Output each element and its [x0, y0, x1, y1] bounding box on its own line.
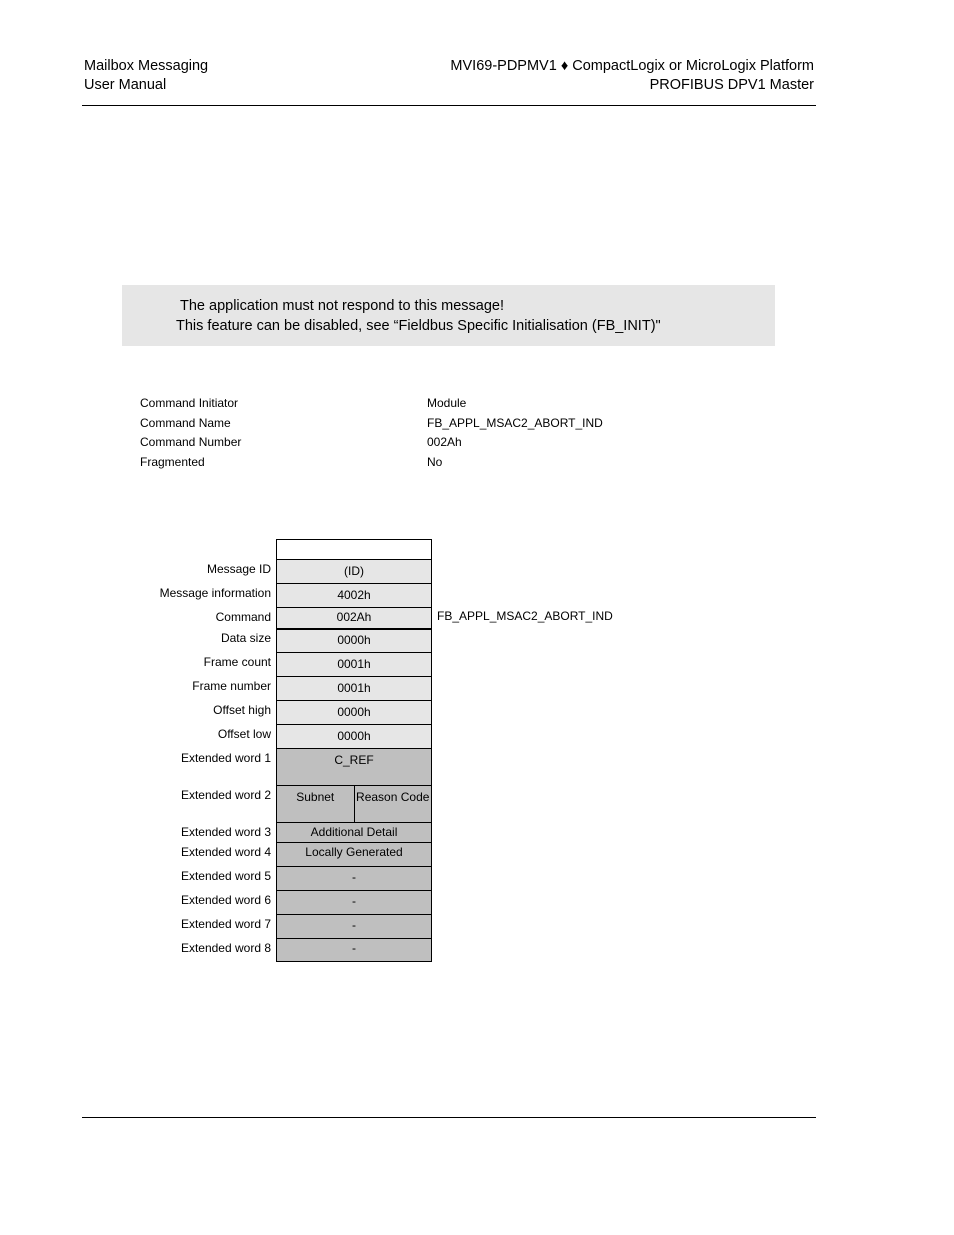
table-cell-message-information: 4002h	[277, 583, 431, 607]
note-line-2: This feature can be disabled, see “Fieldbus Specific Initialisation (FB_INIT)"	[176, 318, 661, 334]
row-label: Frame count	[203, 655, 271, 669]
table-cell-extended-word-6: -	[277, 890, 431, 914]
message-structure-table	[276, 539, 432, 962]
row-label: Extended word 6	[180, 893, 271, 907]
header-section-title: Mailbox Messaging	[84, 58, 209, 74]
table-cell-offset-low: 0000h	[277, 724, 431, 748]
row-label: Extended word 4	[180, 845, 271, 859]
row-label: Extended word 8	[180, 941, 271, 955]
row-label: Offset low	[217, 727, 271, 741]
property-value: Module	[427, 396, 467, 410]
row-label: Command	[215, 610, 271, 624]
property-value: FB_APPL_MSAC2_ABORT_IND	[427, 415, 603, 430]
table-cell-offset-high: 0000h	[277, 700, 431, 724]
property-row	[140, 414, 740, 434]
header-subtitle: PROFIBUS DPV1 Master	[649, 77, 814, 93]
property-key: Command Initiator	[140, 396, 239, 410]
table-cell-c-ref: C_REF	[277, 748, 431, 785]
row-label: Extended word 7	[180, 917, 271, 931]
header-doc-type: User Manual	[84, 77, 167, 93]
row-label: Message ID	[206, 562, 271, 576]
property-row	[140, 433, 740, 453]
row-label: Data size	[220, 631, 271, 645]
table-cell-extended-word-2	[277, 785, 431, 822]
row-label: Extended word 1	[180, 751, 271, 765]
header-product: MVI69-PDPMV1 ♦ CompactLogix or MicroLogix Platform	[450, 58, 814, 74]
table-cell-data-size: 0000h	[277, 628, 431, 652]
row-label: Offset high	[213, 703, 271, 717]
note-line-1: The application must not respond to this message!	[180, 298, 505, 314]
property-row	[140, 394, 740, 414]
table-header-cell	[277, 540, 431, 559]
property-key: Fragmented	[140, 454, 205, 469]
row-label: Extended word 3	[180, 825, 271, 839]
table-cell-extended-word-8: -	[277, 938, 431, 961]
property-row	[140, 453, 740, 473]
property-key: Command Name	[140, 415, 231, 430]
header-left	[84, 57, 208, 95]
command-properties	[140, 394, 740, 472]
table-cell-message-id: (ID)	[277, 559, 431, 583]
property-value: 002Ah	[427, 435, 462, 449]
header-right	[450, 57, 814, 95]
table-cell-extended-word-7: -	[277, 914, 431, 938]
table-cell-frame-count: 0001h	[277, 652, 431, 676]
table-cell-subnet: Subnet	[296, 790, 335, 804]
header-divider	[82, 105, 816, 106]
row-label: Message information	[159, 586, 271, 600]
row-label: Frame number	[192, 679, 271, 693]
table-cell-additional-detail: Additional Detail	[277, 822, 431, 842]
note-box	[122, 285, 775, 346]
table-cell-command: 002Ah	[277, 607, 431, 628]
table-cell-locally-generated: Locally Generated	[277, 842, 431, 866]
table-cell-frame-number: 0001h	[277, 676, 431, 700]
command-name-annotation: FB_APPL_MSAC2_ABORT_IND	[437, 609, 613, 623]
property-key: Command Number	[140, 435, 242, 449]
table-cell-extended-word-5: -	[277, 866, 431, 890]
row-label: Extended word 5	[180, 869, 271, 883]
footer-divider	[82, 1117, 816, 1118]
table-cell-reason-code: Reason Code	[354, 786, 432, 822]
row-label: Extended word 2	[180, 788, 271, 802]
property-value: No	[427, 454, 443, 469]
